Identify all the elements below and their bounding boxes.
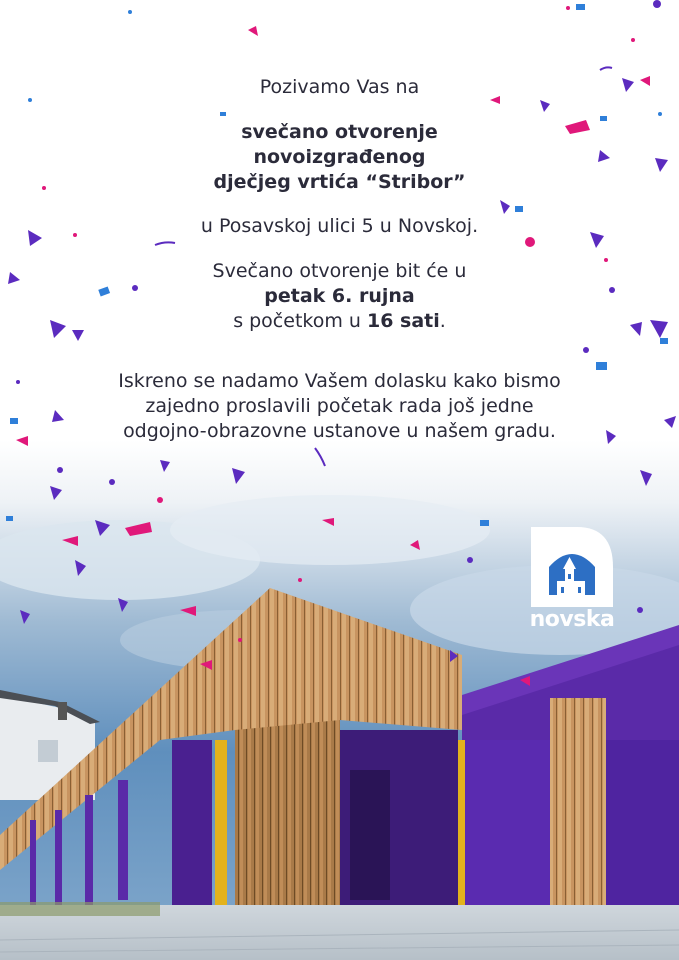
- event-time-suffix: .: [439, 310, 446, 332]
- opening-line: Svečano otvorenje bit će u: [212, 260, 467, 282]
- kindergarten-building-photo: [0, 440, 679, 960]
- logo-text: novska: [529, 607, 615, 632]
- event-time-line: [0, 309, 679, 334]
- invitation-title: [0, 120, 679, 195]
- event-date: petak 6. rujna: [264, 285, 415, 307]
- invitation-address: u Posavskoj ulici 5 u Novskoj.: [200, 215, 479, 237]
- invitation-date-time: [0, 259, 679, 334]
- title-line: dječjeg vrtića “Stribor”: [213, 171, 466, 193]
- closing-line: Iskreno se nadamo Vašem dolasku kako bismo: [118, 370, 561, 392]
- novska-logo: [527, 527, 617, 642]
- event-time: 16 sati: [366, 310, 440, 332]
- invitation-closing: [0, 369, 679, 444]
- closing-line: zajedno proslavili početak rada još jedne: [145, 395, 534, 417]
- town-gate-icon: [527, 527, 617, 607]
- event-time-prefix: s početkom u: [233, 310, 367, 332]
- title-line: novoizgrađenog: [253, 146, 426, 168]
- invitation-intro: Pozivamo Vas na: [259, 76, 420, 98]
- title-line: svečano otvorenje: [241, 121, 438, 143]
- closing-line: odgojno-obrazovne ustanove u našem gradu.: [123, 420, 556, 442]
